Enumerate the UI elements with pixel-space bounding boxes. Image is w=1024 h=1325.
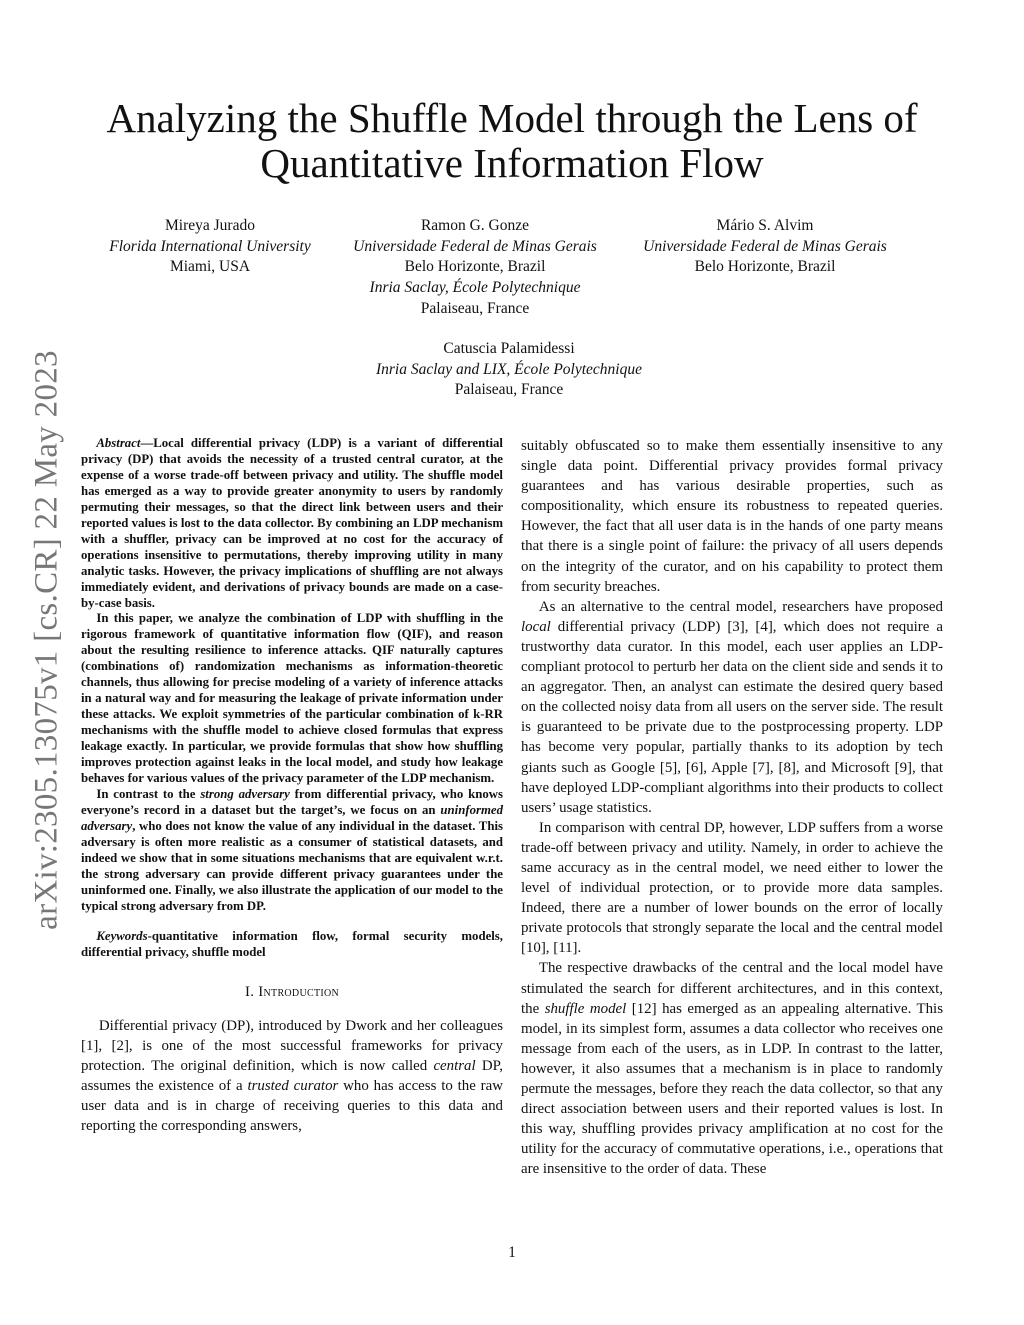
author-name: Mário S. Alvim: [716, 217, 814, 234]
intro-paragraph-2: As an alternative to the central model, researchers have proposed local differential privacy (LDP) [3], [4], which does not require a trustworthy data curator. In this model, each user applies an LDP-compliant protocol to perturb her data on the client side and sends it to an aggregator. Then, an analyst can estimate the desired query based on the collected noisy data from all users on the server side. The result is guaranteed to be private due to the postprocessing property. LDP has become very popular, partially thanks to its adoption by tech giants such as Google [5], [6], Apple [7], [8], and Microsoft [9], that have deployed LDP-compliant algorithms into their products to collect users’ usage statistics.: [521, 598, 943, 816]
title-line-1: Analyzing the Shuffle Model through the Lens of: [106, 95, 918, 141]
title-line-2: Quantitative Information Flow: [260, 140, 764, 186]
intro-paragraph-3: In comparison with central DP, however, LDP suffers from a worse trade-off between privacy and utility. Namely, in order to achieve the same accuracy as in the central model, we need either to lower the level of individual protection, or to provide more data samples. Indeed, there are a number of lower bounds on the error of locally private protocols that strongly separate the local and the central model [10], [11].: [521, 819, 943, 957]
paper-title: [0, 96, 1024, 186]
author-name: Mireya Jurado: [165, 217, 255, 234]
author-block-1: [109, 216, 310, 278]
author-name: Ramon G. Gonze: [420, 217, 530, 234]
intro-paragraph-4: The respective drawbacks of the central and the local model have stimulated the search for different architectures, and in this context, the shuffle model [12] has emerged as an appealing alternative. This model, in its simplest form, assumes a data collector who receives one message from each of the users, as in LDP. In contrast to the latter, however, it also assumes that a mechanism is in place to randomly permute the messages, before they reach the data collector, so that any direct association between users and their reported values is lost. In this way, shuffling provides privacy amplification at no cost for the utility for the accuracy of commutative operations, i.e., operations that are insensitive to the order of data. These: [521, 960, 943, 1178]
intro-paragraph-1-continued: suitably obfuscated so to make them essentially insensitive to any single data point. Differential privacy provides formal privacy guarantees and has various desirable properties, such as compositionality, which ensure its robustness to repeated queries. However, the fact that all user data is in the hands of one party means that there is a single point of failure: the privacy of all users depends on the integrity of the curator, and on his capability to protect them from security breaches.: [521, 438, 943, 595]
abstract-paragraph-3: In contrast to the strong adversary from differential privacy, who knows everyone’s record in a dataset but the target’s, we focus on an uninformed adversary, who does not know the value of any individual in the dataset. This adversary is often more realistic as a consumer of statistical datasets, and indeed we show that in some situations mechanisms that are equivalent w.r.t. the strong adversary can provide different privacy guarantees under the uninformed one. Finally, we also illustrate the application of our model to the typical strong adversary from DP.: [81, 786, 503, 913]
author-affiliation: Inria Saclay and LIX, École Polytechnique: [375, 360, 643, 378]
author-name: Catuscia Palamidessi: [443, 340, 575, 357]
section-heading-introduction: I. Introduction: [244, 983, 340, 1000]
author-affiliation: Universidade Federal de Minas Gerais: [643, 237, 887, 255]
keywords: Keywords-quantitative information flow, formal security models, differential privacy, shuffle model: [81, 928, 503, 959]
abstract-lead: Abstract: [96, 436, 141, 450]
author-affiliation: Florida International University: [109, 237, 311, 255]
author-affiliation-2: Inria Saclay, École Polytechnique: [369, 279, 581, 297]
author-location: Miami, USA: [169, 258, 251, 276]
arxiv-identifier: arXiv:2305.13075v1 [cs.CR] 22 May 2023: [28, 350, 65, 930]
author-block-2: [353, 216, 597, 320]
author-location: Belo Horizonte, Brazil: [694, 258, 836, 276]
abstract-paragraph-2: In this paper, we analyze the combination of LDP with shuffling in the rigorous framework of quantitative information flow (QIF), and reason about the resulting resilience to inference attacks. QIF naturally captures (combinations of) randomization mechanisms as information-theoretic channels, thus allowing for precise modeling of a variety of inference attacks in a natural way and for measuring the leakage of private information under these attacks. We exploit symmetries of the particular combination of k-RR mechanisms with the shuffle model to achieve closed formulas that express leakage exactly. In particular, we provide formulas that show how shuffling improves protection against leaks in the local model, and study how leakage behaves for various values of the privacy parameter of the LDP mechanism.: [81, 611, 503, 786]
left-column: [81, 436, 503, 1136]
abstract-paragraph-1: Abstract—Local differential privacy (LDP) is a variant of differential privacy (DP) that avoids the necessity of a trusted central curator, at the expense of a worse trade-off between privacy and utility. The shuffle model has emerged as a way to provide greater anonymity to users by randomly permuting their messages, so that the direct link between users and their reported values is lost to the data collector. By combining an LDP mechanism with a shuffler, privacy can be improved at no cost for the accuracy of operations insensitive to permutations, thereby improving utility in many analytic tasks. However, the privacy implications of shuffling are not always immediately evident, and derivations of privacy bounds are made on a case-by-case basis.: [81, 436, 503, 610]
author-location: Palaiseau, France: [454, 381, 564, 399]
right-column: [521, 436, 943, 1179]
author-location: Belo Horizonte, Brazil: [404, 258, 546, 276]
author-block-3: [643, 216, 887, 278]
page-number: 1: [508, 1244, 516, 1261]
author-location-2: Palaiseau, France: [420, 299, 530, 317]
author-block-4: [376, 339, 642, 401]
author-affiliation: Universidade Federal de Minas Gerais: [353, 237, 597, 255]
intro-paragraph-1: Differential privacy (DP), introduced by Dwork and her colleagues [1], [2], is one of the most successful frameworks for privacy protection. The original definition, which is now called central DP, assumes the existence of a trusted curator who has access to the raw user data and is in charge of receiving queries to this data and reporting the corresponding answers,: [81, 1017, 503, 1134]
